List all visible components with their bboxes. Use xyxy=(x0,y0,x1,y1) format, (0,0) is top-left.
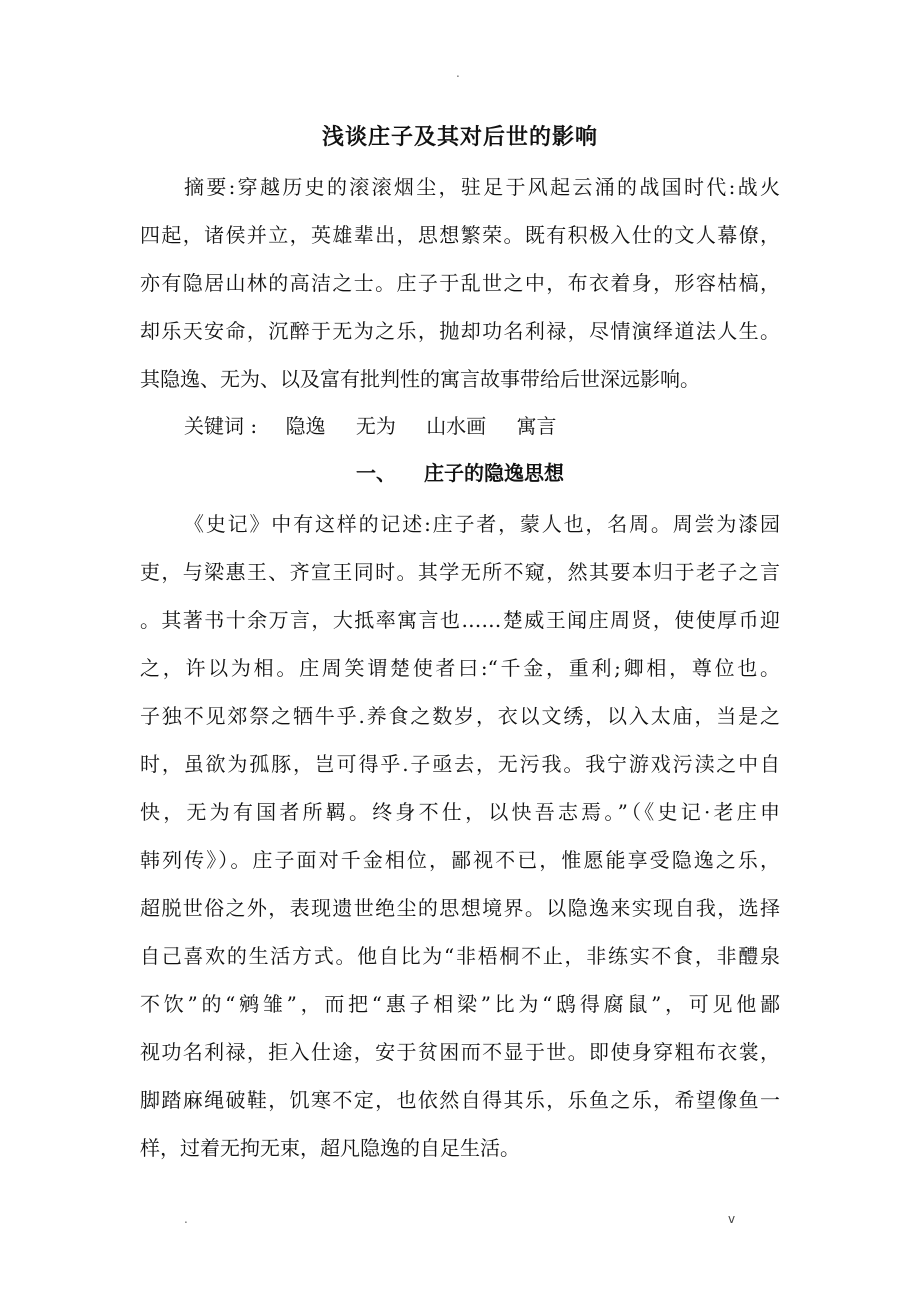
abstract-line: 亦有隐居山林的高洁之士。庄子于乱世之中，布衣着身，形容枯槁， xyxy=(140,271,780,295)
abstract-line: 其隐逸、无为、以及富有批判性的寓言故事带给后世深远影响。 xyxy=(140,367,700,391)
body-line: 视功名利禄，拒入仕途，安于贫困而不显于世。即使身穿粗布衣裳， xyxy=(140,1040,780,1064)
body-line: 《史记》中有这样的记述:庄子者，蒙人也，名周。周尝为漆园 xyxy=(184,512,780,536)
body-line: 韩列传》）。庄子面对千金相位，鄙视不已，惟愿能享受隐逸之乐， xyxy=(140,848,780,872)
body-line: 脚踏麻绳破鞋，饥寒不定，也依然自得其乐，乐鱼之乐，希望像鱼一 xyxy=(140,1088,780,1112)
keywords xyxy=(184,414,581,438)
keyword-item: 隐逸 xyxy=(285,414,326,438)
section-title: 庄子的隐逸思想 xyxy=(424,461,564,485)
body-line: 超脱世俗之外，表现遗世绝尘的思想境界。以隐逸来实现自我，选择 xyxy=(140,896,780,920)
abstract-line: 四起，诸侯并立，英雄辈出，思想繁荣。既有积极入仕的文人幕僚， xyxy=(140,223,780,247)
keyword-item: 山水画 xyxy=(426,414,487,438)
document-title: 浅谈庄子及其对后世的影响 xyxy=(321,124,598,150)
footer-dot: . xyxy=(184,1212,188,1226)
keyword-item: 无为 xyxy=(355,414,396,438)
section-number: 一、 xyxy=(356,461,396,485)
abstract-line: 却乐天安命，沉醉于无为之乐，抛却功名利禄，尽情演绎道法人生。 xyxy=(140,319,780,343)
body-line: 不饮”的“鹓雏”，而把“惠子相梁”比为“鸱得腐鼠”，可见他鄙 xyxy=(140,992,780,1016)
keywords-label: 关键词 : xyxy=(184,414,258,438)
body-line: 时，虽欲为孤豚，岂可得乎.子亟去，无污我。我宁游戏污渎之中自 xyxy=(140,752,780,776)
body-line: 之，许以为相。庄周笑谓楚使者曰:“千金，重利;卿相，尊位也。 xyxy=(140,656,780,680)
header-dot: . xyxy=(456,66,460,80)
abstract-line: 摘要:穿越历史的滚滚烟尘，驻足于风起云涌的战国时代:战火 xyxy=(184,175,780,199)
body-line: 快，无为有国者所羁。终身不仕，以快吾志焉。”（《史记·老庄申 xyxy=(140,800,780,824)
body-line: 子独不见郊祭之牺牛乎.养食之数岁，衣以文绣，以入太庙，当是之 xyxy=(140,704,780,728)
keyword-item: 寓言 xyxy=(516,414,557,438)
body-line: 自己喜欢的生活方式。他自比为“非梧桐不止，非练实不食，非醴泉 xyxy=(140,944,780,968)
section-heading xyxy=(0,461,920,485)
body-line: 样，过着无拘无束，超凡隐逸的自足生活。 xyxy=(140,1136,520,1160)
footer-mark: v xyxy=(728,1212,736,1226)
body-line: 。其著书十余万言，大抵率寓言也……楚威王闻庄周贤，使使厚币迎 xyxy=(140,608,780,632)
body-line: 吏，与梁惠王、齐宣王同时。其学无所不窥，然其要本归于老子之言 xyxy=(140,560,780,584)
